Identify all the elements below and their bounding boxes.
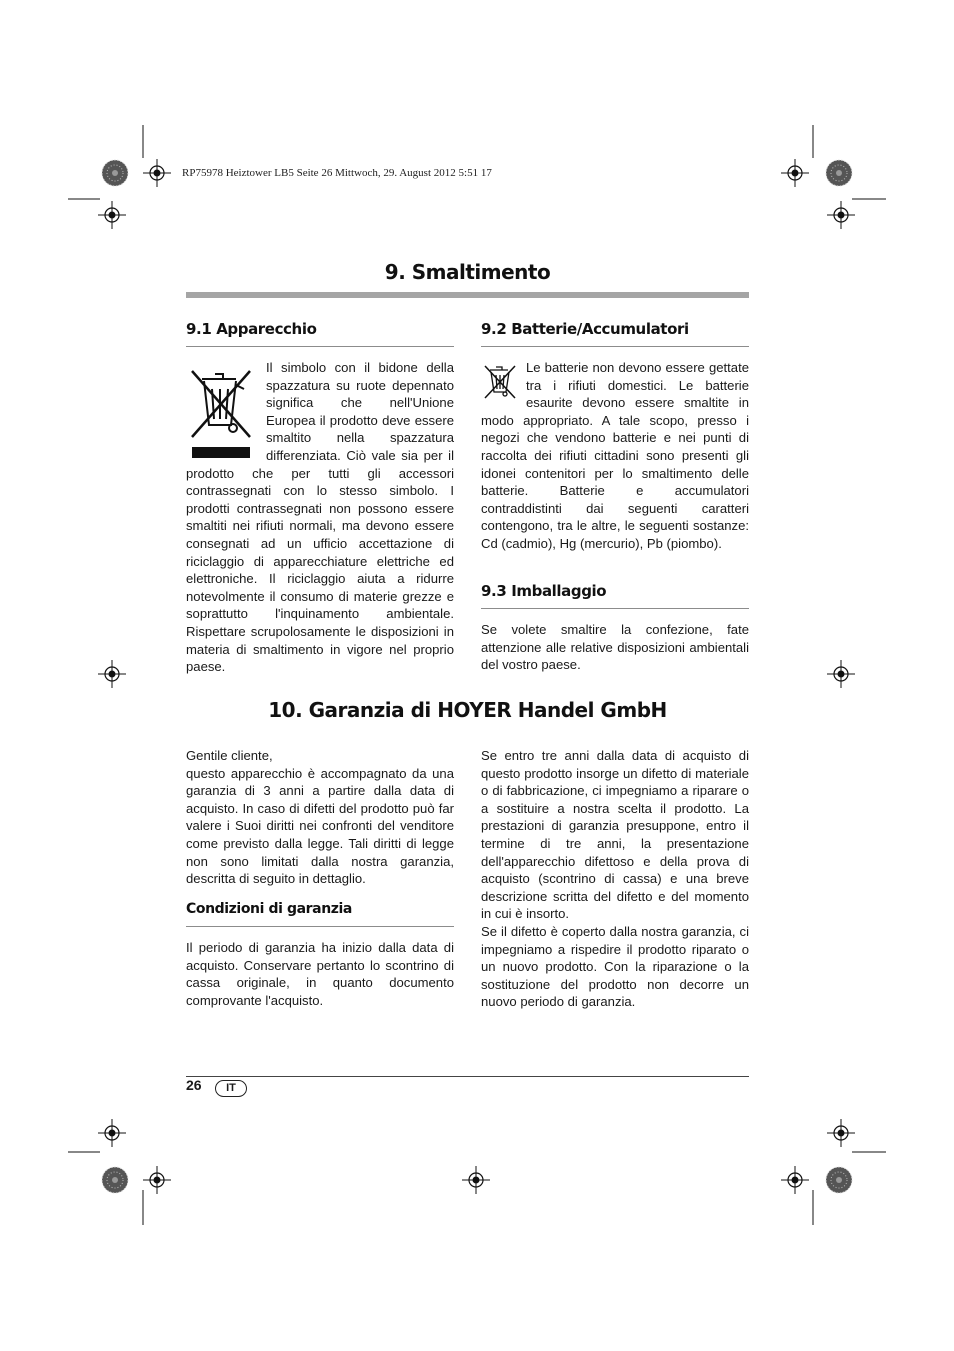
subsection-9-1-title: 9.1 Apparecchio (186, 320, 317, 338)
subsection-9-3-body: Se volete smaltire la confezione, fate attenzione alle relative disposizioni ambientali del vostro paese. (481, 622, 749, 673)
crossed-out-battery-bin-icon (481, 362, 519, 402)
warranty-conditions-rule (186, 926, 454, 927)
warranty-intro: questo apparecchio è accompagnato da una garanzia di 3 anni a partire dalla data di acquisto. In caso di difetti del prodotto può far valere i Suoi diritti nei confronti del venditore come previsto dalla legge. Tali diritti di legge non sono limitati dalla nostra garanzia, descritta di seguito in dettaglio. (186, 765, 454, 887)
subsection-9-3-rule (481, 608, 749, 609)
registration-mark-icon (462, 1166, 490, 1194)
registration-mark-icon (827, 201, 855, 229)
subsection-9-2-rule (481, 346, 749, 347)
section-9-title: 9. Smaltimento (384, 260, 551, 284)
section-10-right-column (481, 747, 749, 1011)
registration-mark-icon (827, 1119, 855, 1147)
subsection-9-1-body: Il simbolo con il bidone della spazzatura su ruote depennato significa che nell'Unione Europea il prodotto deve essere smaltito nella spazzatura differenziata. Ciò vale sia per il prodotto che per tutti gli accessori contrassegnati con lo stesso simbolo. I prodotti contrassegnati non possono essere smaltiti nei rifiuti normali, ma devono essere consegnati ad un ufficio accettazione di riciclaggio di apparecchiature elettriche ed elettroniche. Il riciclaggio aiuta a ridurre notevolmente il consumo di materie grezze e soprattutto l'inquinamento ambientale. Rispettare scrupolosamente le disposizioni in materia di smaltimento in vigore nel proprio paese. (186, 360, 454, 675)
color-target-icon (102, 160, 128, 186)
subsection-9-3-title: 9.3 Imballaggio (481, 582, 607, 600)
subsection-9-2-body: Le batterie non devono essere gettate tra i rifiuti domestici. Le batterie esaurite devono essere smaltite in modo appropriato. A tale scopo, presso i negozi che vendono batterie e nei punti di raccolta dei rifiuti cittadini sono presenti gli idonei contenitori per lo smaltimento delle batterie. Batterie e accumulatori contraddistinti dai seguenti caratteri contengono, tra le altre, le seguenti sostanze: Cd (cadmio), Hg (mercurio), Pb (piombo). (481, 360, 749, 551)
subsection-9-1-rule (186, 346, 454, 347)
registration-mark-icon (781, 159, 809, 187)
color-target-icon (102, 1167, 128, 1193)
registration-mark-icon (781, 1166, 809, 1194)
warranty-conditions-body: Il periodo di garanzia ha inizio dalla data di acquisto. Conservare pertanto lo scontrino di cassa originale, in quanto documento comprovante l'acquisto. (186, 940, 454, 1008)
subsection-9-2-title: 9.2 Batterie/Accumulatori (481, 320, 689, 338)
warranty-paragraph-2: Se il difetto è coperto dalla nostra garanzia, ci impegniamo a rispedire il prodotto riparato o un nuovo prodotto. Con la riparazione o la sostituzione del prodotto non decorre un nuovo periodo di garanzia. (481, 923, 749, 1010)
section-9-rule (186, 292, 749, 298)
section-10-left-column (186, 747, 454, 888)
color-target-icon (826, 160, 852, 186)
warranty-paragraph-1: Se entro tre anni dalla data di acquisto di questo prodotto insorge un difetto di materiale o di fabbricazione, ci impegniamo a riparare o a sostituire a nostra scelta il prodotto. La prestazioni di garanzia presuppone, entro il termine di tre anni, la presentazione dell'apparecchio difettoso e della prova di acquisto (scontrino di cassa) e una breve descrizione scritta del difetto e del momento in cui è insorto. (481, 748, 749, 922)
warranty-conditions-title: Condizioni di garanzia (186, 901, 352, 917)
registration-mark-icon (143, 1166, 171, 1194)
footer-rule (186, 1076, 749, 1077)
registration-mark-icon (98, 1119, 126, 1147)
registration-mark-icon (827, 660, 855, 688)
page-number: 26 (186, 1077, 202, 1093)
section-10-title: 10. Garanzia di HOYER Handel GmbH (268, 698, 667, 722)
registration-mark-icon (143, 159, 171, 187)
greeting: Gentile cliente, (186, 748, 273, 763)
language-badge: IT (215, 1080, 247, 1097)
color-target-icon (826, 1167, 852, 1193)
crossed-out-wheelie-bin-icon (186, 365, 260, 459)
print-slug: RP75978 Heiztower LB5 Seite 26 Mittwoch, 29. August 2012 5:51 17 (182, 167, 492, 179)
registration-mark-icon (98, 660, 126, 688)
registration-mark-icon (98, 201, 126, 229)
